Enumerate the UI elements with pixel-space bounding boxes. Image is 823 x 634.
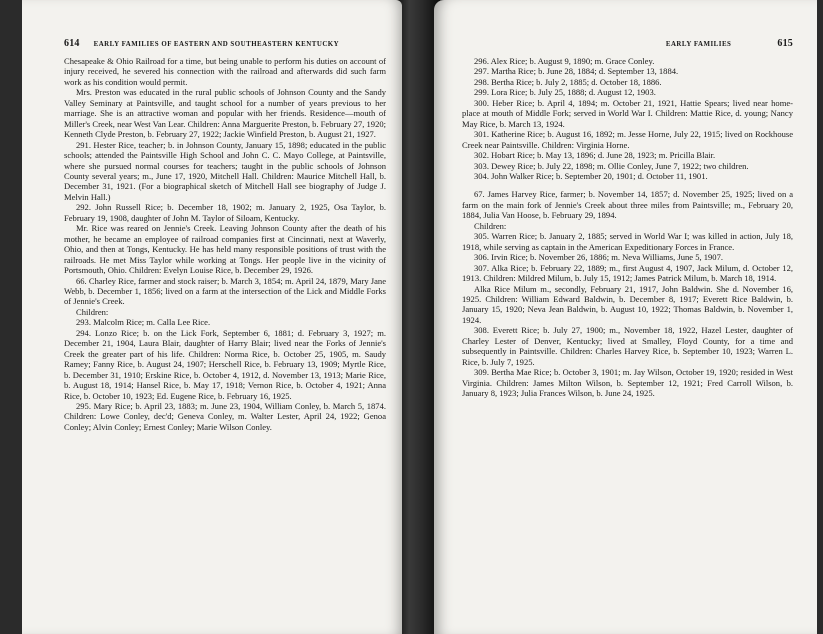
left-page-header — [64, 38, 386, 50]
entry-309: 309. Bertha Mae Rice; b. October 3, 1901; m. Jay Wilson, October 19, 1920; resided in West Virginia. Children: James Milton Wilson, b. September 12, 1921; Fred Carroll Wilson, b. January 8, 1923; Julia Frances Wilson, b. June 24, 1925. — [462, 367, 793, 399]
right-page-header — [462, 38, 793, 50]
children-label: Children: — [474, 220, 507, 231]
page-number: 614 — [64, 38, 80, 49]
entry-308: 308. Everett Rice; b. July 27, 1900; m., November 18, 1922, Hazel Lester, daughter of Charley Lester of Denver, Kentucky; lived at Smalley, Floyd County, for a time and subsequently in Paintsville. Children: Charles Harvey Rice, b. September 10, 1923; Warren L. Rice, b. July 7, 1925. — [462, 325, 793, 367]
children-label: Children: — [76, 306, 109, 317]
right-page — [434, 0, 817, 634]
entry-303: 303. Dewey Rice; b. July 22, 1898; m. Ollie Conley, June 7, 1922; two children. — [474, 160, 749, 171]
page-number: 615 — [777, 38, 793, 49]
running-title: EARLY FAMILIES OF EASTERN AND SOUTHEASTERN KENTUCKY — [93, 41, 340, 48]
paragraph: Mrs. Preston was educated in the rural public schools of Johnson County and the Sandy Valley Seminary at Paintsville, and taught school for a number of years previous to her marriage. She is an attractive woman and popular with her friends. Residence—mouth of Miller's Creek, near West Van Lear. Children: Anna Marguerite Preston, b. February 27, 1920; Kenneth Clyde Preston, b. February 27, 1922; Jackie Winfield Preston, b. August 21, 1927. — [64, 87, 386, 140]
entry-293: 293. Malcolm Rice; m. Calla Lee Rice. — [76, 317, 211, 328]
entry-292: 292. John Russell Rice; b. December 18, 1902; m. January 2, 1925, Osa Taylor, b. February 19, 1908, daughter of John M. Taylor of Siloam, Kentucky. — [64, 202, 386, 223]
paragraph: Alka Rice Milum m., secondly, February 21, 1917, John Baldwin. She d. November 16, 1925. Children: William Edward Baldwin, b. December 8, 1917; Everett Rice Baldwin, b. January 15, 1920; Neva Jean Baldwin, b. August 10, 1922; Thomas Baldwin, b. November 1, 1924. — [462, 283, 793, 325]
entry-305: 305. Warren Rice; b. January 2, 1885; served in World War I; was killed in action, July 18, 1918, while serving as captain in the American Expeditionary Forces in France. — [462, 231, 793, 252]
entry-66: 66. Charley Rice, farmer and stock raiser; b. March 3, 1854; m. April 24, 1879, Mary Jane Webb, b. December 1, 1856; lived on a farm at the intersection of the Lick and Middle Forks of Jennie's Creek. — [64, 275, 386, 307]
entry-307: 307. Alka Rice; b. February 22, 1889; m., first August 4, 1907, Jack Milum, d. October 12, 1913. Children: Mildred Milum, b. July 15, 1912; James Patrick Milum, b. March 18, 1914. — [462, 262, 793, 284]
section-gap — [462, 181, 793, 189]
entry-306: 306. Irvin Rice; b. November 26, 1886; m. Neva Williams, June 5, 1907. — [474, 252, 723, 263]
entry-300: 300. Heber Rice; b. April 4, 1894; m. October 21, 1921, Hattie Spears; lived near home-place at mouth of Middle Fork; served in World War I. Children: Mattie Rice, d. young; Nancy May Rice, b. March 13, 1924. — [462, 97, 793, 129]
entry-301: 301. Katherine Rice; b. August 16, 1892; m. Jesse Horne, July 22, 1915; lived on Rockhouse Creek near Paintsville. Children: Virginia Horne. — [462, 129, 793, 150]
paragraph: Chesapeake & Ohio Railroad for a time, but being unable to perform his duties on account of injury received, he severed his connection with the railroad and afterwards did such farm work as his condition would permit. — [64, 56, 386, 87]
entry-304: 304. John Walker Rice; b. September 20, 1901; d. October 11, 1901. — [474, 170, 708, 181]
entry-296: 296. Alex Rice; b. August 9, 1890; m. Grace Conley. — [474, 56, 655, 66]
entry-302: 302. Hobart Rice; b. May 13, 1896; d. June 28, 1923; m. Pricilla Blair. — [474, 150, 716, 161]
entry-67: 67. James Harvey Rice, farmer; b. November 14, 1857; d. November 25, 1925; lived on a farm on the main fork of Jennie's Creek about three miles from Paintsville; m., February 20, 1884, Julia Van Hoose, b. February 29, 1894. — [462, 189, 793, 221]
entry-298: 298. Bertha Rice; b. July 2, 1885; d. October 18, 1886. — [474, 76, 662, 87]
entry-291: 291. Hester Rice, teacher; b. in Johnson County, January 15, 1898; educated in the public schools; attended the Paintsville High School and John C. C. Mayo College, at Paintsville, where she pursued normal courses for teachers; taught in the public schools of Johnson County several years; m., June 17, 1920, Mitchell Hall. Children: Maurice Mitchell Hall, b. December 31, 1921. (For a biographical sketch of Mitchell Hall see biography of Judge J. Melvin Hall.) — [64, 139, 386, 202]
entry-294: 294. Lonzo Rice; b. on the Lick Fork, September 6, 1881; d. February 3, 1927; m. December 21, 1904, Laura Blair, daughter of Harry Blair; lived near the Forks of Jennie's Creek the greater part of his life. Children: Norma Rice, b. October 25, 1905, m. Saudy Ramey; Fanny Rice, b. August 24, 1907; Herschell Rice, b. February 13, 1909; Myrtle Rice, b. December 31, 1910; Erskine Rice, b. October 4, 1912, d. November 13, 1913; Marie Rice, b. August 18, 1914; Hansel Rice, b. May 17, 1918; Vernon Rice, b. October 4, 1921; Anna Rice, b. October 10, 1923; Ed. Eugene Rice, b. February 16, 1925. — [64, 327, 386, 401]
left-page — [22, 0, 402, 634]
entry-297: 297. Martha Rice; b. June 28, 1884; d. September 13, 1884. — [474, 66, 679, 77]
entry-299: 299. Lora Rice; b. July 25, 1888; d. August 12, 1903. — [474, 87, 656, 98]
entry-295: 295. Mary Rice; b. April 23, 1883; m. June 23, 1904, William Conley, b. March 5, 1874. Children: Lowe Conley, dec'd; Geneva Conley, m. Walter Lester, April 24, 1922; Genoa Conley; Alvin Conley; Ernest Conley; Marie Wilson Conley. — [64, 400, 386, 432]
paragraph: Mr. Rice was reared on Jennie's Creek. Leaving Johnson County after the death of his mother, he became an employee of railroad companies first at Cincinnati, next at Waverly, Ohio, and then at Tongs, Kentucky. He has held many responsible positions of trust with the railroads. He met Miss Taylor while working at Tongs. Her people live in the vicinity of Portsmouth, Ohio. Children: Evelyn Louise Rice, b. December 29, 1926. — [64, 223, 386, 276]
running-title: EARLY FAMILIES — [665, 41, 732, 48]
